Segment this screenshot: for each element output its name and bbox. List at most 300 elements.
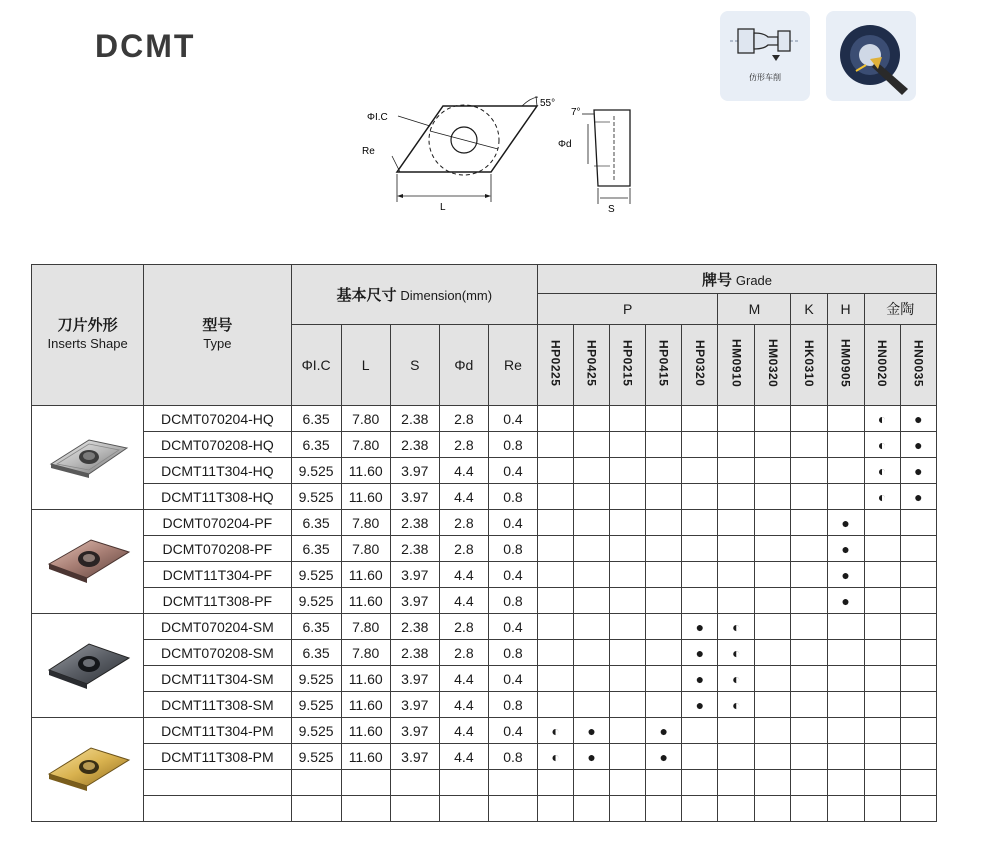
d-cell: 2.8 (439, 510, 488, 536)
grade-mark-cell (610, 718, 646, 744)
grade-mark-cell (791, 666, 827, 692)
grade-mark-cell (538, 796, 574, 822)
grade-mark-cell (791, 588, 827, 614)
grade-mark-cell (755, 510, 791, 536)
d-cell: 4.4 (439, 718, 488, 744)
grade-mark-cell (574, 562, 610, 588)
insert-image-pm (32, 718, 144, 822)
re-cell: 0.8 (488, 692, 537, 718)
grade-mark-cell (791, 614, 827, 640)
s-cell: 3.97 (390, 666, 439, 692)
grade-mark-cell (864, 744, 900, 770)
grade-mark-cell (755, 770, 791, 796)
grade-mark-cell (574, 666, 610, 692)
grade-mark-cell (827, 770, 864, 796)
grade-mark-cell (827, 666, 864, 692)
re-cell: 0.4 (488, 458, 537, 484)
insert-image-pf (32, 510, 144, 614)
grade-mark-cell (900, 744, 936, 770)
grade-mark-cell (574, 458, 610, 484)
grade-mark-cell (682, 796, 718, 822)
table-row (32, 614, 937, 640)
l-cell: 11.60 (341, 588, 390, 614)
table-row (32, 484, 937, 510)
type-cell: DCMT070204-HQ (144, 406, 291, 432)
type-cell: DCMT11T308-PF (144, 588, 291, 614)
re-cell: 0.4 (488, 614, 537, 640)
grade-hp0425: HP0425 (574, 325, 610, 406)
d-cell: 2.8 (439, 432, 488, 458)
grade-mark-cell (864, 666, 900, 692)
grade-mark-cell (538, 458, 574, 484)
grade-mark-cell (646, 536, 682, 562)
grade-mark-cell (718, 770, 755, 796)
grade-mark-cell (646, 770, 682, 796)
grade-mark-cell (864, 588, 900, 614)
grade-mark-cell (610, 614, 646, 640)
grade-mark-cell (755, 692, 791, 718)
grade-mark-cell (610, 640, 646, 666)
grade-mark-cell (646, 614, 682, 640)
grade-mark-cell (574, 510, 610, 536)
grade-mark-cell: ◐ (718, 614, 755, 640)
grade-mark-cell: ● (827, 588, 864, 614)
grade-mark-cell (538, 692, 574, 718)
re-cell (488, 770, 537, 796)
table-row (32, 718, 937, 744)
dim-l: L (341, 325, 390, 406)
grade-mark-cell (610, 562, 646, 588)
grade-mark-cell: ● (646, 718, 682, 744)
grade-mark-cell (646, 432, 682, 458)
grade-mark-cell (538, 640, 574, 666)
grade-mark-cell: ● (682, 692, 718, 718)
grade-mark-cell (646, 692, 682, 718)
grade-mark-cell (718, 432, 755, 458)
l-cell: 11.60 (341, 718, 390, 744)
re-cell: 0.4 (488, 562, 537, 588)
group-p: P (538, 294, 718, 325)
profile-turning-caption: 仿形车削 (749, 73, 781, 82)
grade-mark-cell: ◐ (864, 484, 900, 510)
grade-mark-cell (610, 406, 646, 432)
grade-mark-cell (755, 796, 791, 822)
grade-mark-cell (646, 562, 682, 588)
grade-mark-cell (610, 744, 646, 770)
grade-mark-cell (610, 588, 646, 614)
re-cell: 0.4 (488, 510, 537, 536)
ic-cell (291, 796, 341, 822)
type-cell: DCMT070204-SM (144, 614, 291, 640)
grade-hn0035: HN0035 (900, 325, 936, 406)
d-cell (439, 770, 488, 796)
grade-mark-cell: ● (900, 432, 936, 458)
ic-cell: 6.35 (291, 510, 341, 536)
dim-ic: ΦI.C (291, 325, 341, 406)
l-cell: 7.80 (341, 406, 390, 432)
hole-diameter-label: Φd (558, 139, 572, 150)
l-cell (341, 796, 390, 822)
grade-mark-cell (718, 562, 755, 588)
grade-mark-cell (755, 536, 791, 562)
type-cell: DCMT070204-PF (144, 510, 291, 536)
s-cell (390, 796, 439, 822)
l-cell: 11.60 (341, 744, 390, 770)
grade-mark-cell (791, 718, 827, 744)
grade-mark-cell (574, 770, 610, 796)
internal-turning-icon (826, 11, 916, 101)
grade-mark-cell (864, 796, 900, 822)
s-cell: 2.38 (390, 510, 439, 536)
l-label: L (440, 202, 446, 213)
profile-turning-graphic (720, 11, 810, 71)
grade-mark-cell (646, 796, 682, 822)
grade-mark-cell: ● (682, 614, 718, 640)
d-cell: 2.8 (439, 640, 488, 666)
s-cell: 3.97 (390, 718, 439, 744)
grade-mark-cell (827, 484, 864, 510)
re-cell: 0.4 (488, 718, 537, 744)
grade-mark-cell (755, 562, 791, 588)
grade-mark-cell (900, 770, 936, 796)
grade-mark-cell: ● (827, 510, 864, 536)
re-cell: 0.8 (488, 744, 537, 770)
grade-mark-cell (791, 770, 827, 796)
grade-mark-cell (791, 510, 827, 536)
grade-mark-cell (538, 510, 574, 536)
insert-outline (397, 106, 537, 172)
grade-hp0320: HP0320 (682, 325, 718, 406)
grade-mark-cell (718, 510, 755, 536)
type-cell: DCMT11T304-PM (144, 718, 291, 744)
l-cell: 7.80 (341, 640, 390, 666)
d-cell: 4.4 (439, 692, 488, 718)
d-cell: 4.4 (439, 458, 488, 484)
grade-mark-cell: ● (646, 744, 682, 770)
grade-mark-cell (610, 796, 646, 822)
grade-mark-cell (827, 406, 864, 432)
insert-image-sm (32, 614, 144, 718)
grade-mark-cell (646, 666, 682, 692)
grade-mark-cell: ◐ (718, 692, 755, 718)
type-cell: DCMT070208-SM (144, 640, 291, 666)
grade-mark-cell (864, 718, 900, 744)
grade-mark-cell (682, 588, 718, 614)
s-cell: 2.38 (390, 406, 439, 432)
d-cell: 4.4 (439, 666, 488, 692)
table-row (32, 510, 937, 536)
grade-mark-cell (538, 432, 574, 458)
grade-mark-cell (646, 484, 682, 510)
table-row (32, 458, 937, 484)
d-cell: 2.8 (439, 614, 488, 640)
grade-mark-cell (682, 432, 718, 458)
d-cell: 2.8 (439, 406, 488, 432)
grade-mark-cell (718, 458, 755, 484)
l-cell: 11.60 (341, 562, 390, 588)
grade-mark-cell (574, 484, 610, 510)
re-cell (488, 796, 537, 822)
grade-mark-cell (574, 692, 610, 718)
re-cell: 0.4 (488, 666, 537, 692)
grade-mark-cell (755, 744, 791, 770)
grade-mark-cell (755, 614, 791, 640)
grade-mark-cell (682, 718, 718, 744)
grade-mark-cell (538, 536, 574, 562)
grade-mark-cell (718, 536, 755, 562)
ic-cell: 9.525 (291, 744, 341, 770)
type-cell: DCMT11T308-SM (144, 692, 291, 718)
grade-mark-cell (791, 458, 827, 484)
grade-hm0910: HM0910 (718, 325, 755, 406)
re-cell: 0.8 (488, 536, 537, 562)
grade-mark-cell (755, 484, 791, 510)
grade-mark-cell (610, 770, 646, 796)
re-label: Re (362, 146, 375, 157)
s-cell: 3.97 (390, 484, 439, 510)
ic-cell: 9.525 (291, 458, 341, 484)
grade-mark-cell (827, 614, 864, 640)
grade-mark-cell: ● (827, 562, 864, 588)
ic-cell: 9.525 (291, 718, 341, 744)
table-row (32, 562, 937, 588)
l-cell: 11.60 (341, 666, 390, 692)
grade-mark-cell (610, 666, 646, 692)
insert-side-view (594, 110, 630, 186)
grade-mark-cell (682, 770, 718, 796)
grade-mark-cell (755, 458, 791, 484)
grade-mark-cell (574, 640, 610, 666)
s-cell: 2.38 (390, 640, 439, 666)
grade-mark-cell (827, 718, 864, 744)
grade-header: 牌号 Grade (538, 265, 937, 294)
grade-mark-cell (900, 614, 936, 640)
grade-hp0415: HP0415 (646, 325, 682, 406)
type-cell: DCMT070208-PF (144, 536, 291, 562)
grade-mark-cell (682, 510, 718, 536)
s-cell: 3.97 (390, 588, 439, 614)
ic-cell: 9.525 (291, 588, 341, 614)
grade-mark-cell: ● (900, 406, 936, 432)
ic-cell: 6.35 (291, 640, 341, 666)
l-cell: 7.80 (341, 432, 390, 458)
table-row (32, 588, 937, 614)
s-cell (390, 770, 439, 796)
s-cell: 2.38 (390, 432, 439, 458)
grade-mark-cell: ◐ (864, 406, 900, 432)
grade-mark-cell (718, 796, 755, 822)
table-row (32, 666, 937, 692)
ic-cell: 9.525 (291, 562, 341, 588)
grade-mark-cell (791, 536, 827, 562)
grade-hm0905: HM0905 (827, 325, 864, 406)
l-cell: 7.80 (341, 614, 390, 640)
grade-hp0225: HP0225 (538, 325, 574, 406)
clearance-angle-label: 7° (571, 107, 581, 118)
table-row (32, 640, 937, 666)
s-label: S (608, 204, 615, 214)
grade-mark-cell (791, 484, 827, 510)
grade-mark-cell (682, 536, 718, 562)
grade-mark-cell (646, 406, 682, 432)
grade-mark-cell (718, 588, 755, 614)
s-cell: 3.97 (390, 458, 439, 484)
grade-mark-cell (755, 432, 791, 458)
grade-mark-cell: ● (827, 536, 864, 562)
grade-mark-cell (900, 536, 936, 562)
grade-mark-cell (900, 510, 936, 536)
grade-mark-cell (682, 484, 718, 510)
s-cell: 3.97 (390, 562, 439, 588)
grade-mark-cell (827, 458, 864, 484)
d-cell: 2.8 (439, 536, 488, 562)
grade-mark-cell: ● (900, 458, 936, 484)
group-cermet: 金陶 (864, 294, 936, 325)
ic-cell: 9.525 (291, 666, 341, 692)
table-row (32, 406, 937, 432)
grade-mark-cell: ◐ (864, 432, 900, 458)
grade-mark-cell (791, 796, 827, 822)
re-cell: 0.8 (488, 432, 537, 458)
grade-mark-cell (610, 432, 646, 458)
grade-mark-cell (610, 692, 646, 718)
grade-mark-cell (755, 640, 791, 666)
group-m: M (718, 294, 791, 325)
re-cell: 0.8 (488, 640, 537, 666)
ic-cell: 9.525 (291, 484, 341, 510)
grade-mark-cell (682, 562, 718, 588)
grade-mark-cell (610, 536, 646, 562)
grade-mark-cell (827, 692, 864, 718)
d-cell: 4.4 (439, 562, 488, 588)
grade-mark-cell (646, 510, 682, 536)
grade-mark-cell (755, 406, 791, 432)
grade-mark-cell: ◐ (538, 718, 574, 744)
type-cell: DCMT11T308-PM (144, 744, 291, 770)
profile-turning-icon (720, 11, 810, 101)
table-row (32, 536, 937, 562)
grade-mark-cell (574, 432, 610, 458)
insert-dimension-drawing (350, 92, 640, 214)
insert-spec-table (31, 264, 937, 822)
spec-table-body (32, 406, 937, 822)
ic-cell: 6.35 (291, 432, 341, 458)
grade-mark-cell (827, 640, 864, 666)
grade-mark-cell (538, 770, 574, 796)
grade-mark-cell (791, 562, 827, 588)
page-title: DCMT (95, 28, 196, 64)
d-cell: 4.4 (439, 588, 488, 614)
grade-mark-cell (574, 588, 610, 614)
type-cell: DCMT11T308-HQ (144, 484, 291, 510)
grade-mark-cell (864, 640, 900, 666)
grade-mark-cell (610, 458, 646, 484)
grade-mark-cell (900, 562, 936, 588)
l-cell: 7.80 (341, 510, 390, 536)
grade-mark-cell (538, 562, 574, 588)
dimension-header: 基本尺寸 Dimension(mm) (291, 265, 537, 325)
grade-mark-cell (864, 614, 900, 640)
grade-mark-cell (900, 718, 936, 744)
s-cell: 3.97 (390, 692, 439, 718)
grade-mark-cell (791, 640, 827, 666)
group-h: H (827, 294, 864, 325)
grade-mark-cell (827, 744, 864, 770)
grade-hk0310: HK0310 (791, 325, 827, 406)
type-cell: DCMT11T304-SM (144, 666, 291, 692)
grade-mark-cell (682, 458, 718, 484)
grade-mark-cell (574, 406, 610, 432)
grade-mark-cell (682, 406, 718, 432)
grade-mark-cell: ● (900, 484, 936, 510)
grade-mark-cell (574, 796, 610, 822)
d-cell: 4.4 (439, 484, 488, 510)
grade-mark-cell (574, 614, 610, 640)
grade-mark-cell (538, 484, 574, 510)
group-k: K (791, 294, 827, 325)
grade-mark-cell (718, 718, 755, 744)
grade-mark-cell (827, 432, 864, 458)
grade-mark-cell (610, 484, 646, 510)
grade-mark-cell (646, 588, 682, 614)
angle-label: 55° (540, 98, 556, 109)
grade-mark-cell: ● (682, 666, 718, 692)
grade-mark-cell: ◐ (718, 640, 755, 666)
grade-mark-cell (791, 692, 827, 718)
grade-mark-cell (718, 406, 755, 432)
ic-cell (291, 770, 341, 796)
dim-re: Re (488, 325, 537, 406)
grade-mark-cell (864, 692, 900, 718)
table-row (32, 432, 937, 458)
grade-mark-cell (538, 614, 574, 640)
table-row (32, 770, 937, 796)
grade-mark-cell (900, 796, 936, 822)
shape-column-header: 刀片外形 Inserts Shape (32, 265, 144, 406)
internal-turning-graphic (826, 11, 916, 101)
l-cell: 7.80 (341, 536, 390, 562)
grade-mark-cell (864, 536, 900, 562)
ic-cell: 9.525 (291, 692, 341, 718)
grade-mark-cell (682, 744, 718, 770)
grade-mark-cell: ● (682, 640, 718, 666)
grade-mark-cell (755, 718, 791, 744)
l-cell (341, 770, 390, 796)
grade-mark-cell (827, 796, 864, 822)
l-cell: 11.60 (341, 484, 390, 510)
type-cell: DCMT070208-HQ (144, 432, 291, 458)
ic-cell: 6.35 (291, 614, 341, 640)
s-cell: 2.38 (390, 614, 439, 640)
dim-s: S (390, 325, 439, 406)
grade-mark-cell (791, 406, 827, 432)
table-row (32, 744, 937, 770)
grade-mark-cell: ● (574, 718, 610, 744)
grade-mark-cell: ● (574, 744, 610, 770)
insert-image-hq (32, 406, 144, 510)
s-cell: 2.38 (390, 536, 439, 562)
l-cell: 11.60 (341, 692, 390, 718)
grade-mark-cell (538, 588, 574, 614)
grade-hn0020: HN0020 (864, 325, 900, 406)
re-cell: 0.8 (488, 588, 537, 614)
grade-mark-cell (646, 640, 682, 666)
grade-mark-cell: ◐ (718, 666, 755, 692)
grade-mark-cell (900, 692, 936, 718)
dim-d: Φd (439, 325, 488, 406)
grade-mark-cell (574, 536, 610, 562)
d-cell (439, 796, 488, 822)
